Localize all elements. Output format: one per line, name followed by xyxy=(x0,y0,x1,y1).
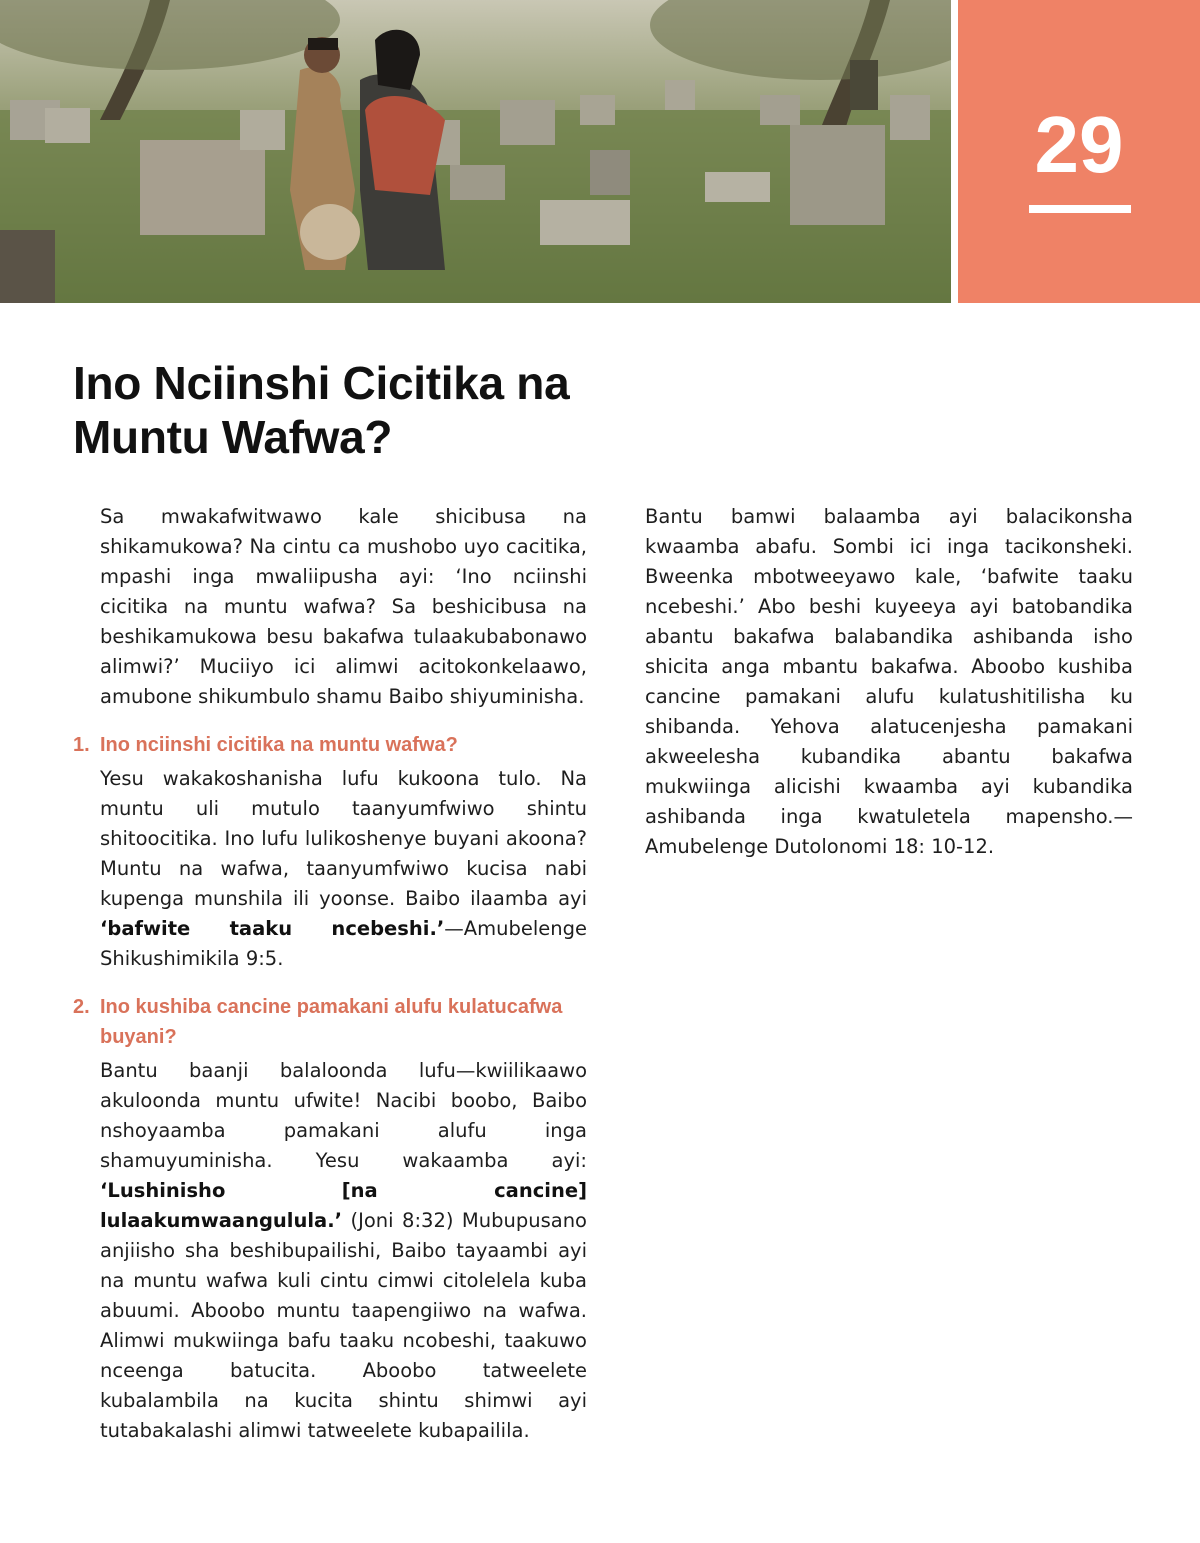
answer-2-continuation: (Joni 8:32) Mubupusano anjiisho sha beshibupailishi, Baibo tayaambi ayi na muntu wafwa kuli cintu cimwi citolelela kuba abuumi. Aboobo muntu taapengiiwo na wafwa. Alimwi mukwiinga bafu taaku ncobeshi, taakuwo nceenga batucita. Aboobo tatweelete kubalambila na kucita shintu shimwi ayi tutabakalashi alimwi tatweelete kubapailila. xyxy=(100,1209,587,1442)
answer-1-text: Yesu wakakoshanisha lufu kukoona tulo. Na muntu uli mutulo taanyumfwiwo shintu shitoocitika. Ino lufu lulikoshenye buyani akoona? Muntu na wafwa, taanyumfwiwo kucisa nabi kupenga munshila ili yoonse. Baibo ilaamba ayi xyxy=(100,767,587,910)
answer-2-scripture-quote: ‘Lushinisho [na cancine] lulaakumwaangulula.’ xyxy=(100,1179,587,1232)
answer-1-paragraph xyxy=(73,764,587,974)
hero-photo xyxy=(0,0,951,303)
question-2 xyxy=(73,992,587,1052)
question-2-text: Ino kushiba cancine pamakani alufu kulatucafwa buyani? xyxy=(100,996,563,1048)
answer-1-scripture-quote: ‘bafwite taaku ncebeshi.’ xyxy=(100,917,445,940)
question-1-text: Ino nciinshi cicitika na muntu wafwa? xyxy=(100,734,458,756)
answer-1-reference: —Amubelenge Shikushimikila 9:5. xyxy=(100,917,587,970)
cemetery-couple-photo xyxy=(0,0,951,303)
page-title-line-2: Muntu Wafwa? xyxy=(73,411,393,463)
answer-2-paragraph xyxy=(73,1056,587,1446)
intro-paragraph: Sa mwakafwitwawo kale shicibusa na shikamukowa? Na cintu ca mushobo uyo cacitika, mpashi inga mwaliipusha ayi: ‘Ino nciinshi cicitika na muntu wafwa? Sa beshicibusa na beshikamukowa besu bakafwa tulaakubabonawo alimwi?’ Muciiyo ici alimwi acitokonkelaawo, amubone shikumbulo shamu Baibo shiyuminisha. xyxy=(100,505,587,708)
left-column xyxy=(73,502,587,1446)
page-title-line-1: Ino Nciinshi Cicitika na xyxy=(73,357,570,409)
question-2-number: 2. xyxy=(73,996,90,1018)
page-title xyxy=(73,356,773,464)
question-1 xyxy=(73,730,587,760)
right-column xyxy=(645,502,1133,862)
lesson-number-box xyxy=(958,0,1200,303)
lesson-number-underline xyxy=(1029,205,1131,213)
lesson-number: 29 xyxy=(1034,100,1124,189)
answer-2-text: Bantu baanji balaloonda lufu—kwiilikaawo akuloonda muntu ufwite! Nacibi boobo, Baibo nshoyaamba pamakani alufu inga shamuyuminisha. Yesu wakaamba ayi: xyxy=(100,1059,587,1172)
question-1-number: 1. xyxy=(73,734,90,756)
answer-2-paragraph-2: Bantu bamwi balaamba ayi balacikonsha kwaamba abafu. Sombi ici inga tacikonsheki. Bweenka mbotweeyawo kale, ‘bafwite taaku ncebeshi.’ Abo beshi kuyeeya ayi batobandika abantu bakafwa balabandika ashibanda isho shicita anga mbantu bakafwa. Aboobo kushiba cancine pamakani alufu kulatushitilisha ku shibanda. Yehova alatucenjesha pamakani akweelesha kubandika abantu bakafwa mukwiinga alicishi kwaamba ayi kubandika ashibanda inga kwatuletela mapensho.—Amubelenge Dutolonomi 18: 10-12. xyxy=(645,505,1133,858)
